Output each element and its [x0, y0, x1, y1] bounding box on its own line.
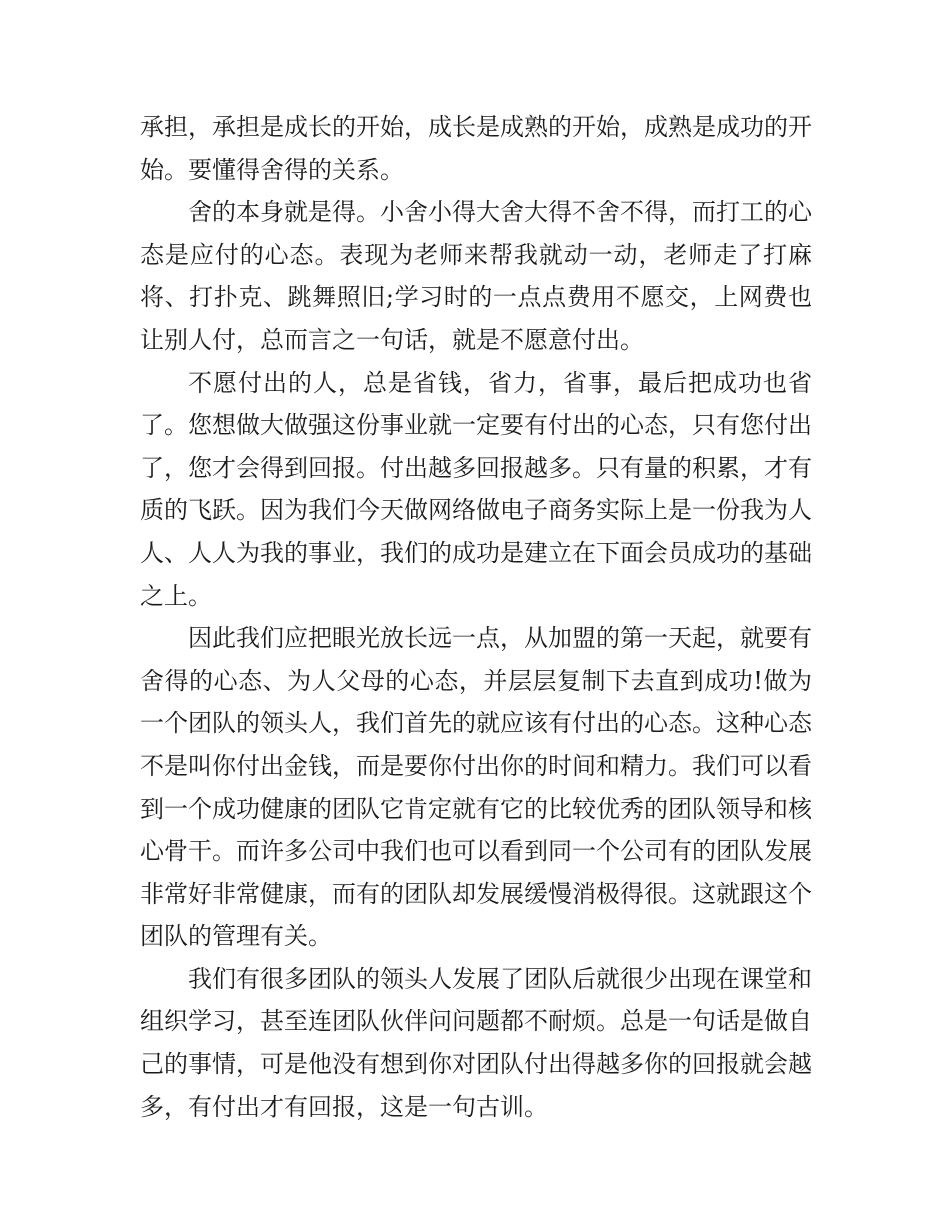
paragraph-5: 我们有很多团队的领头人发展了团队后就很少出现在课堂和组织学习，甚至连团队伙伴问问题都不耐烦。总是一句话是做自己的事情，可是他没有想到你对团队付出得越多你的回报就会越多，有付出才有回报，这是一句古训。: [140, 964, 812, 1121]
paragraph-3: 不愿付出的人，总是省钱，省力，省事，最后把成功也省了。您想做大做强这份事业就一定要有付出的心态，只有您付出了，您才会得到回报。付出越多回报越多。只有量的积累，才有质的飞跃。因为我们今天做网络做电子商务实际上是一份我为人人、人人为我的事业，我们的成功是建立在下面会员成功的基础之上。: [140, 368, 812, 610]
document-body: [140, 106, 812, 1128]
paragraph-1: 承担，承担是成长的开始，成长是成熟的开始，成熟是成功的开始。要懂得舍得的关系。: [140, 113, 812, 184]
paragraph-2: 舍的本身就是得。小舍小得大舍大得不舍不得，而打工的心态是应付的心态。表现为老师来帮我就动一动，老师走了打麻将、打扑克、跳舞照旧;学习时的一点点费用不愿交，上网费也让别人付，总而言之一句话，就是不愿意付出。: [140, 198, 812, 354]
paragraph-4: 因此我们应把眼光放长远一点，从加盟的第一天起，就要有舍得的心态、为人父母的心态，并层层复制下去直到成功!做为一个团队的领头人，我们首先的就应该有付出的心态。这种心态不是叫你付出金钱，而是要你付出你的时间和精力。我们可以看到一个成功健康的团队它肯定就有它的比较优秀的团队领导和核心骨干。而许多公司中我们也可以看到同一个公司有的团队发展非常好非常健康，而有的团队却发展缓慢消极得很。这就跟这个团队的管理有关。: [140, 624, 812, 951]
